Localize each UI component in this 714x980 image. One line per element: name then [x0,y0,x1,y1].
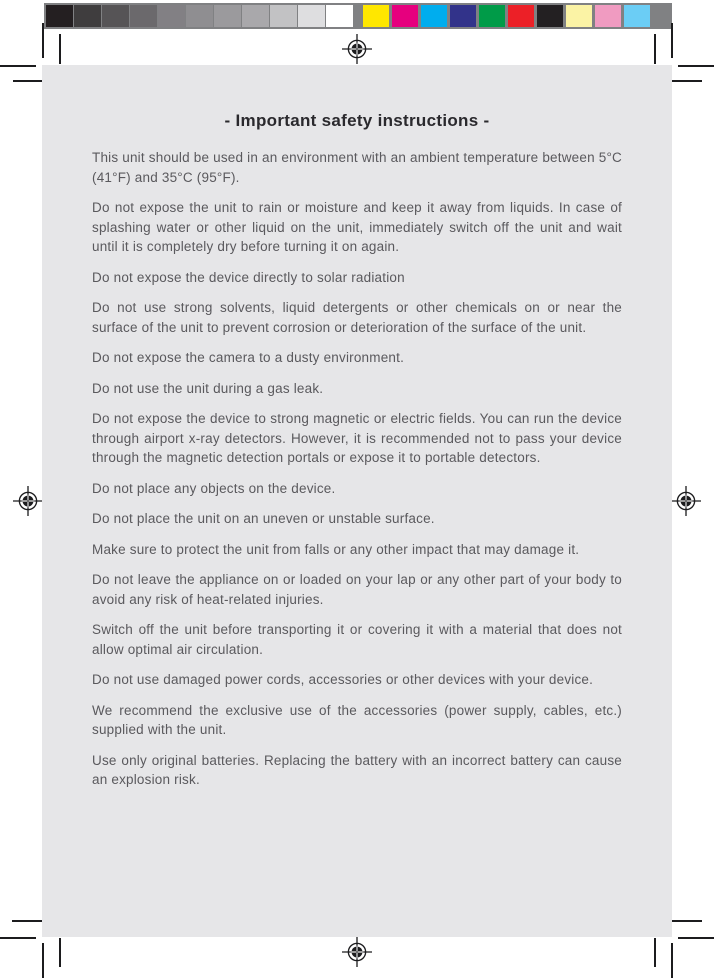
grayscale-calibration-swatches [46,5,353,27]
grayscale-swatch [74,5,101,27]
registration-mark-icon [671,486,701,516]
crop-mark [42,943,44,978]
color-swatch [421,5,447,27]
safety-paragraph: Use only original batteries. Replacing the battery with an incorrect battery can cause an explosion risk. [92,752,622,787]
safety-paragraph: Do not use damaged power cords, accessories or other devices with your device. [92,672,594,687]
safety-paragraphs [92,148,622,790]
crop-mark [654,938,656,967]
safety-paragraph: Do not place the unit on an uneven or unstable surface. [92,511,435,526]
safety-paragraph: Do not expose the camera to a dusty environment. [92,350,405,365]
safety-paragraph: Make sure to protect the unit from falls or any other impact that may damage it. [92,541,580,557]
grayscale-swatch [46,5,73,27]
crop-mark [654,34,656,64]
safety-paragraph: Do not use the unit during a gas leak. [92,380,324,396]
color-swatch [450,5,476,27]
grayscale-swatch [242,5,269,27]
safety-paragraph: This unit should be used in an environment with an ambient temperature between 5°C (41°F) and 35°C (95°F). [92,150,622,185]
crop-mark [59,938,61,967]
safety-paragraph: Do not place any objects on the device. [92,480,336,496]
crop-mark [671,943,673,978]
safety-paragraph: Switch off the unit before transporting it or covering it with a material that does not allow optimal air circulation. [92,622,622,657]
safety-paragraph: Do not leave the appliance on or loaded on your lap or any other part of your body to avoid any risk of heat-related injuries. [92,572,622,607]
safety-paragraph: Do not expose the device to strong magnetic or electric fields. You can run the device through airport x-ray detectors. However, it is recommended not to pass your device through the magnetic detection portals or expose it to portable detectors. [92,411,622,465]
crop-mark [0,65,36,67]
color-swatch [363,5,389,27]
registration-mark-icon [342,937,372,967]
registration-mark-icon [13,486,43,516]
color-swatch [537,5,563,27]
grayscale-swatch [186,5,213,27]
registration-mark-icon [342,34,372,64]
crop-mark [42,23,44,58]
crop-mark [678,65,714,67]
grayscale-swatch [158,5,185,27]
color-swatch [392,5,418,27]
safety-paragraph: Do not expose the device directly to solar radiation [92,269,405,285]
color-swatch [508,5,534,27]
crop-mark [59,34,61,64]
grayscale-swatch [214,5,241,27]
safety-paragraph: Do not use strong solvents, liquid detergents or other chemicals on or near the surface of the unit to prevent corrosion or deterioration of the surface of the unit. [92,300,622,335]
color-calibration-swatches [363,5,650,27]
crop-mark [12,920,42,922]
grayscale-swatch [130,5,157,27]
color-swatch [624,5,650,27]
crop-mark [672,80,702,82]
grayscale-swatch [326,5,353,27]
color-swatch [595,5,621,27]
grayscale-swatch [102,5,129,27]
grayscale-swatch [270,5,297,27]
safety-paragraph: Do not expose the unit to rain or moisture and keep it away from liquids. In case of splashing water or other liquid on the unit, immediately switch off the unit and wait until it is completely dry before turning it on again. [92,200,622,254]
crop-mark [678,937,714,939]
print-calibration-bar [44,3,672,29]
color-swatch [479,5,505,27]
manual-page [42,65,672,937]
crop-mark [672,920,702,922]
page-content [42,65,672,790]
crop-mark [0,937,36,939]
grayscale-swatch [298,5,325,27]
color-swatch [566,5,592,27]
safety-paragraph: We recommend the exclusive use of the accessories (power supply, cables, etc.) supplied with the unit. [92,702,622,737]
crop-mark [13,80,42,82]
page-title: - Important safety instructions - [224,111,490,130]
crop-mark [671,23,673,58]
